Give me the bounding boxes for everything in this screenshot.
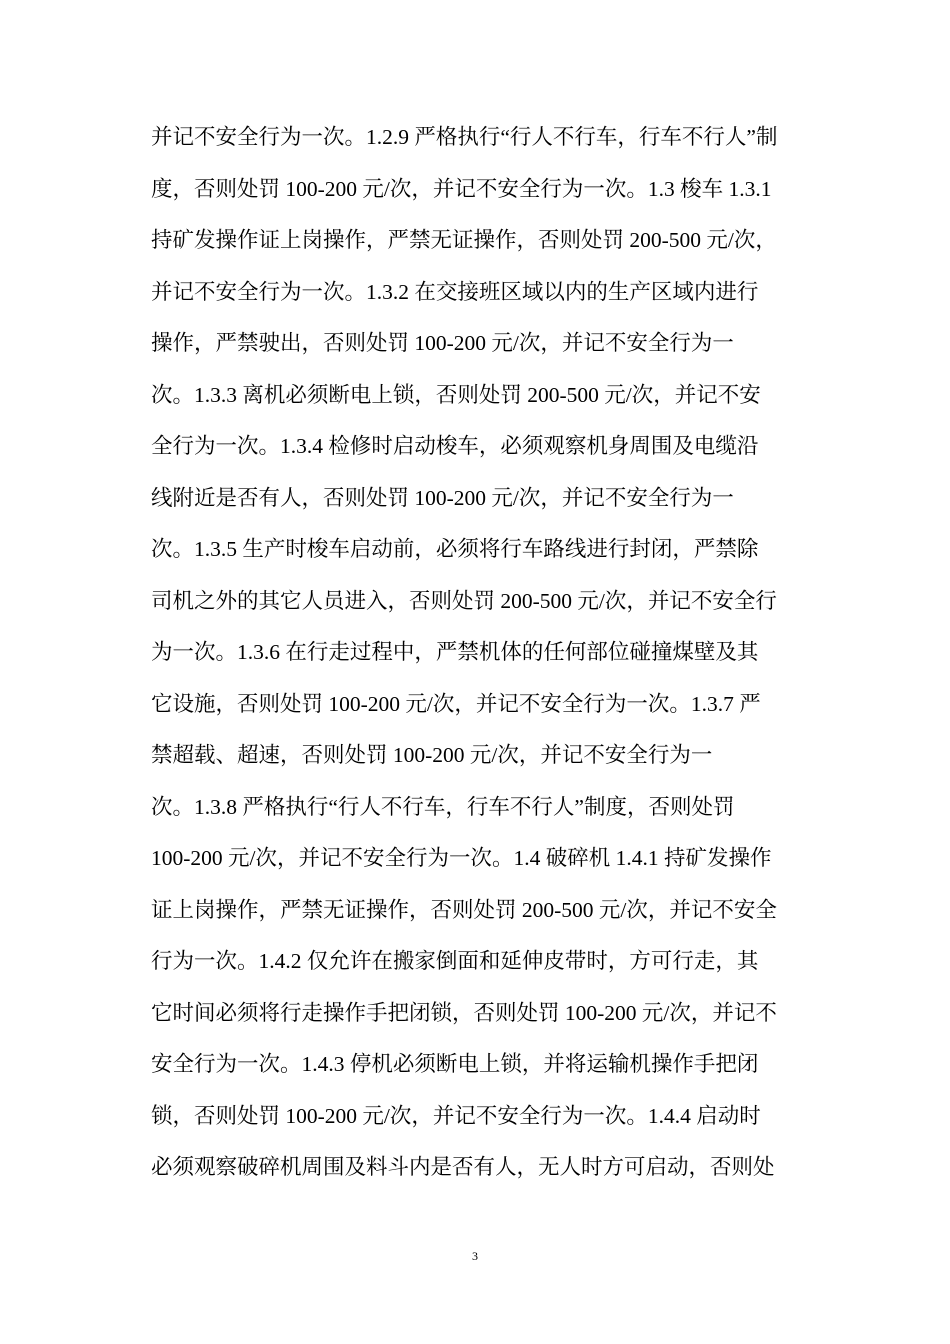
text-line: 为一次。1.3.6 在行走过程中，严禁机体的任何部位碰撞煤壁及其 xyxy=(151,640,759,664)
text-line: 操作，严禁驶出，否则处罚 100-200 元/次，并记不安全行为一 xyxy=(151,331,734,355)
text-line: 持矿发操作证上岗操作，严禁无证操作，否则处罚 200-500 元/次， xyxy=(151,228,777,252)
body-text xyxy=(151,112,811,1194)
text-line: 它设施，否则处罚 100-200 元/次，并记不安全行为一次。1.3.7 严 xyxy=(151,691,761,716)
text-line: 度，否则处罚 100-200 元/次，并记不安全行为一次。1.3 梭车 1.3.1 xyxy=(151,176,772,201)
text-line: 它时间必须将行走操作手把闭锁，否则处罚 100-200 元/次，并记不 xyxy=(151,1000,777,1025)
text-line: 司机之外的其它人员进入，否则处罚 200-500 元/次，并记不安全行 xyxy=(151,588,777,613)
text-line: 禁超载、超速，否则处罚 100-200 元/次，并记不安全行为一 xyxy=(151,743,713,767)
text-line: 次。1.3.3 离机必须断电上锁，否则处罚 200-500 元/次，并记不安 xyxy=(151,382,761,407)
text-line: 100-200 元/次，并记不安全行为一次。1.4 破碎机 1.4.1 持矿发操作 xyxy=(151,846,772,870)
text-line: 全行为一次。1.3.4 检修时启动梭车，必须观察机身周围及电缆沿 xyxy=(151,434,759,458)
text-line: 次。1.3.8 严格执行“行人不行车，行车不行人”制度，否则处罚 xyxy=(151,794,735,819)
text-line: 次。1.3.5 生产时梭车启动前，必须将行车路线进行封闭，严禁除 xyxy=(151,537,759,561)
text-line: 安全行为一次。1.4.3 停机必须断电上锁，并将运输机操作手把闭 xyxy=(151,1052,759,1076)
text-line: 证上岗操作，严禁无证操作，否则处罚 200-500 元/次，并记不安全 xyxy=(151,897,777,922)
text-line: 并记不安全行为一次。1.2.9 严格执行“行人不行车，行车不行人”制 xyxy=(151,125,778,149)
text-line: 必须观察破碎机周围及料斗内是否有人，无人时方可启动，否则处 xyxy=(151,1155,775,1179)
text-line: 行为一次。1.4.2 仅允许在搬家倒面和延伸皮带时，方可行走，其 xyxy=(151,949,759,973)
page-number: 3 xyxy=(472,1249,478,1263)
text-line: 锁，否则处罚 100-200 元/次，并记不安全行为一次。1.4.4 启动时 xyxy=(151,1103,761,1128)
text-line: 线附近是否有人，否则处罚 100-200 元/次，并记不安全行为一 xyxy=(151,485,734,510)
text-line: 并记不安全行为一次。1.3.2 在交接班区域以内的生产区域内进行 xyxy=(151,279,759,304)
